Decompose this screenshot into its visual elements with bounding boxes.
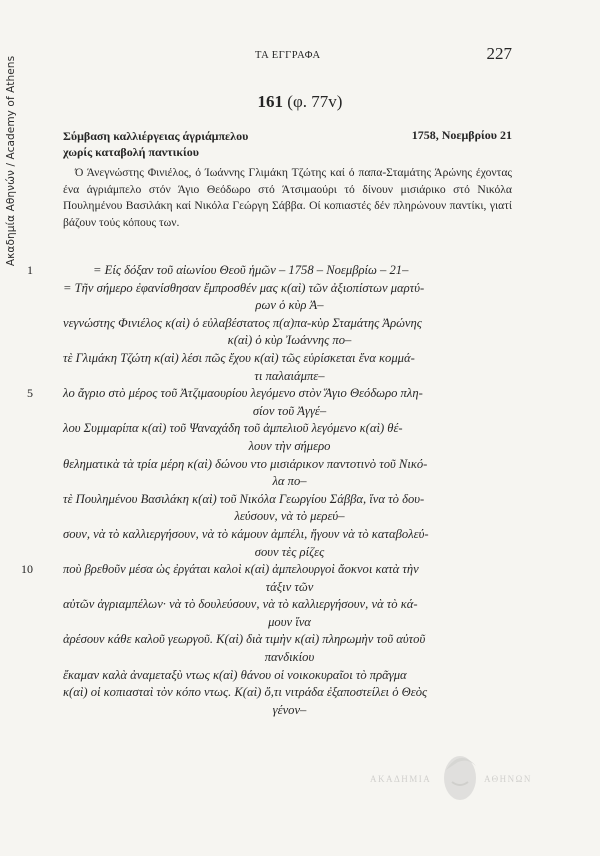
page-number: 227	[486, 44, 512, 63]
transcript-line-text: ἀρέσουν κάθε καλοῦ γεωργοῦ. Κ(αὶ) διὰ τιμὴν κ(αὶ) πληρωμὴν τοῦ αὐτοῦ	[63, 632, 426, 647]
document-date: 1758, Νοεμβρίου 21	[411, 128, 512, 142]
transcript-line-text: ἔκαμαν καλὰ ἀναμεταξὺ ντως κ(αὶ) θάνου οἱ νοικοκυραῖοι τὸ πρᾶγμα	[63, 667, 407, 682]
transcript-line	[36, 456, 516, 474]
transcript-line-text: σουν τὲς ρίζες	[254, 544, 325, 559]
transcript-line-text: τι παλαιάμπε–	[254, 368, 325, 383]
transcript-line-text: σίον τοῦ Ἀγγέ–	[252, 403, 327, 418]
transcript-line	[36, 614, 516, 632]
transcript-line	[27, 385, 516, 403]
transcript-line-text: λουν τὴν σήμερο	[248, 438, 331, 453]
transcript-line-text: θεληματικὰ τὰ τρία μέρη κ(αὶ) δώνου ντο μισιάρικον παντοτινὸ τοῦ Νικό-	[63, 456, 428, 471]
transcript-line	[36, 508, 516, 526]
transcript-line-text: ποὺ βρεθοῦν μέσα ὡς ἐργάται καλοὶ κ(αὶ) ἀμπελουργοὶ ἄοκνοι κατὰ τὴν	[63, 562, 419, 577]
transcript-line-text: λο ἄγριο στὸ μέρος τοῦ Ἀτζιμαουρίου λεγόμενο στὸν Ἅγιο Θεόδωρο πλη-	[63, 386, 423, 401]
document-title-line1: Σύμβαση καλλιέργειας άγριάμπελου	[63, 129, 249, 143]
document-summary: Ό Άνεγνώστης Φινιέλος, ό Ίωάννης Γλιμάκη Τζώτης καί ό παπα-Σταμάτης Άρώνης έχοντας ένα άγριάμπελο στόν Άγιο Θεόδωρο στό Άτσιμαούρι τό δίνουν μισιάρικο στό Νικόλα Πουλημένου Βασιλάκη καί Νικόλα Γεώργη Σάββα. Οί κοπιαστές δέν πληρώνουν παντίκι, γιατί βάζουν τούς κόπους των.	[63, 166, 512, 229]
document-number-value: 161	[257, 92, 284, 111]
transcript-line	[36, 280, 516, 298]
transcript-line	[36, 526, 516, 544]
transcript-line	[36, 544, 516, 562]
transcript-line	[36, 649, 516, 667]
side-label-text: Ακαδημία Αθηνών / Academy of Athens	[5, 55, 17, 267]
transcript-line	[36, 350, 516, 368]
academy-watermark	[356, 748, 556, 808]
transcript-line	[36, 315, 516, 333]
transcript-line	[36, 368, 516, 386]
transcript-line	[36, 702, 516, 720]
transcript-line	[36, 473, 516, 491]
transcript-line	[36, 420, 516, 438]
document-number	[0, 92, 600, 112]
line-number: 10	[21, 562, 33, 577]
running-header: ΤΑ ΕΓΓΡΑΦΑ	[255, 50, 321, 61]
transcript-line	[36, 332, 516, 350]
transcript-line	[27, 262, 516, 280]
transcript-line-text: σουν, νὰ τὸ καλλιεργήσουν, νὰ τὸ κάμουν ἀμπέλι, ἤγουν νὰ τὸ καταβολεύ-	[63, 526, 429, 541]
transcript-line-text: λεύσουν, νὰ τὸ μερεύ–	[234, 509, 345, 524]
transcript-line-text: = Είς δόξαν τοῦ αἰωνίου Θεοῦ ἡμῶν – 1758 – Νοεμβρίω – 21–	[93, 263, 409, 277]
transcript-line	[36, 438, 516, 456]
line-number: 5	[27, 386, 33, 401]
transcript-line-text: μουν ἵνα	[268, 614, 311, 629]
watermark-right-text: ΑΘΗΝΩΝ	[484, 774, 532, 784]
side-label	[3, 36, 19, 286]
transcript-line	[36, 596, 516, 614]
transcript-line	[36, 491, 516, 509]
transcript	[21, 262, 516, 719]
watermark-left-text: ΑΚΑΔΗΜΙΑ	[370, 774, 432, 784]
transcript-line-text: τὲ Πουλημένου Βασιλάκη κ(αὶ) τοῦ Νικόλα Γεωργίου Σάββα, ἵνα τὸ δου-	[63, 491, 425, 506]
transcript-line	[36, 579, 516, 597]
transcript-line-text: ρων ὁ κὺρ Ἀ–	[255, 298, 324, 313]
transcript-line	[21, 561, 516, 579]
transcript-line-text: νεγνώστης Φινιέλος κ(αὶ) ὁ εὐλαβέστατος π(α)πα-κὺρ Σταμάτης Ἀρώνης	[63, 315, 422, 330]
transcript-line-text: κ(αὶ) ὁ κὺρ Ἰωάννης πο–	[227, 333, 352, 348]
line-number: 1	[27, 263, 33, 277]
transcript-line-text: πανδικίου	[264, 650, 315, 665]
transcript-line	[36, 297, 516, 315]
transcript-line	[36, 403, 516, 421]
transcript-line-text: = Τῆν σήμερο ἐφανίσθησαν ἔμπροσθέν μας κ(αὶ) τῶν ἀξιοπίστων μαρτύ-	[63, 280, 425, 295]
transcript-line-text: τὲ Γλιμάκη Τζώτη κ(αὶ) λέσι πῶς ἔχου κ(αὶ) τῶς εὑρίσκεται ἕνα κομμά-	[63, 350, 415, 365]
transcript-line-text: γένον–	[272, 702, 307, 717]
document-title	[63, 128, 248, 160]
transcript-line-text: κ(αὶ) οἱ κοπιασταὶ τὸν κόπο ντως. Κ(αὶ) ὅ,τι νιτράδα ἐξαποστείλει ὁ Θεὸς	[63, 685, 428, 700]
transcript-line-text: λα πο–	[272, 474, 307, 489]
transcript-line	[36, 667, 516, 685]
document-folio: (φ. 77v)	[287, 92, 343, 111]
transcript-line	[36, 631, 516, 649]
transcript-line	[36, 684, 516, 702]
transcript-line-text: αὐτῶν ἀγριαμπέλων· νὰ τὸ δουλεύσουν, νὰ τὸ καλλιεργήσουν, νὰ τὸ κά-	[63, 597, 418, 612]
transcript-line-text: τάξιν τῶν	[265, 579, 314, 594]
document-title-line2: χωρίς καταβολή παντικίου	[63, 145, 199, 159]
athena-head-icon	[438, 748, 482, 804]
transcript-line-text: λου Συμμαρίπα κ(αὶ) τοῦ Ψαναχάδη τοῦ ἀμπελιοῦ λεγόμενο κ(αὶ) θέ-	[63, 421, 403, 436]
